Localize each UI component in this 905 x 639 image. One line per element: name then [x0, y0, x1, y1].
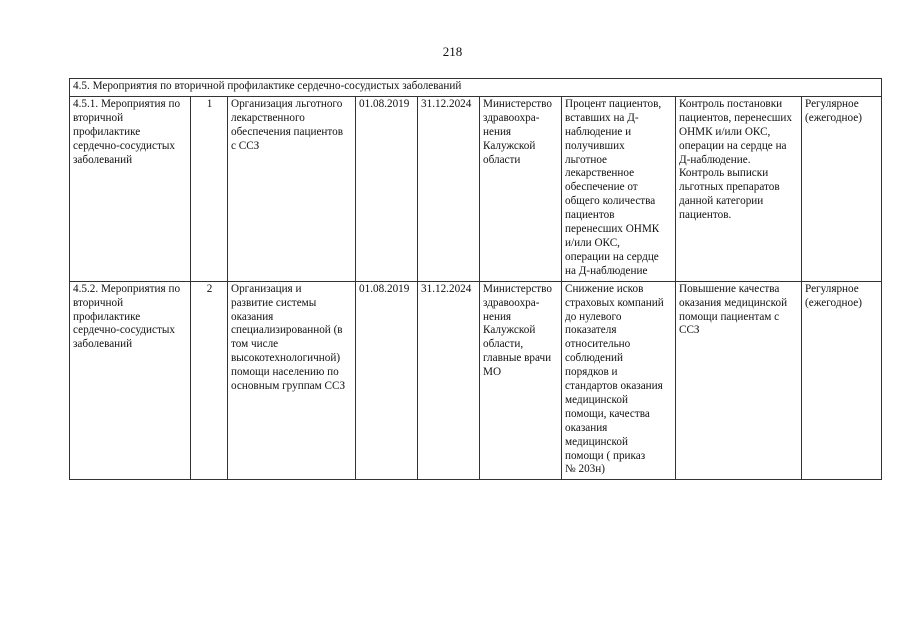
- table-row: [70, 281, 882, 480]
- measures-table: [69, 78, 882, 480]
- section-header-row: [70, 79, 882, 97]
- result-cell: Повышение качества оказания медицинской помощи пациентам с ССЗ: [676, 281, 802, 480]
- start-date-cell: 01.08.2019: [356, 281, 418, 480]
- responsible-cell: Министерство здравоохра- нения Калужской области: [480, 96, 562, 281]
- frequency-cell: Регулярное (ежегодное): [802, 281, 882, 480]
- number-cell: 1: [191, 96, 228, 281]
- start-date-cell: 01.08.2019: [356, 96, 418, 281]
- measure-cell: 4.5.2. Мероприятия по вторичной профилактике сердечно-сосудистых заболеваний: [70, 281, 191, 480]
- activity-cell: Организация льготного лекарственного обеспечения пациентов с ССЗ: [228, 96, 356, 281]
- section-header: 4.5. Мероприятия по вторичной профилактике сердечно-сосудистых заболеваний: [70, 79, 882, 97]
- number-cell: 2: [191, 281, 228, 480]
- result-cell: Контроль постановки пациентов, перенесших ОНМК и/или ОКС, операции на сердце на Д-наблюдение. Контроль выписки льготных препаратов данной категории пациентов.: [676, 96, 802, 281]
- activity-cell: Организация и развитие системы оказания специализированной (в том числе высокотехнологичной) помощи населению по основным группам ССЗ: [228, 281, 356, 480]
- measure-cell: 4.5.1. Мероприятия по вторичной профилактике сердечно-сосудистых заболеваний: [70, 96, 191, 281]
- indicator-cell: Снижение исков страховых компаний до нулевого показателя относительно соблюдений порядков и стандартов оказания медицинской помощи, качества оказания медицинской помощи ( приказ № 203н): [562, 281, 676, 480]
- indicator-cell: Процент пациентов, вставших на Д- наблюдение и получивших льготное лекарственное обеспечение от общего количества пациентов перенесших ОНМК и/или ОКС, операции на сердце на Д-наблюдение: [562, 96, 676, 281]
- page-number: 218: [442, 44, 463, 59]
- end-date-cell: 31.12.2024: [418, 281, 480, 480]
- frequency-cell: Регулярное (ежегодное): [802, 96, 882, 281]
- responsible-cell: Министерство здравоохра- нения Калужской области, главные врачи МО: [480, 281, 562, 480]
- table-row: [70, 96, 882, 281]
- end-date-cell: 31.12.2024: [418, 96, 480, 281]
